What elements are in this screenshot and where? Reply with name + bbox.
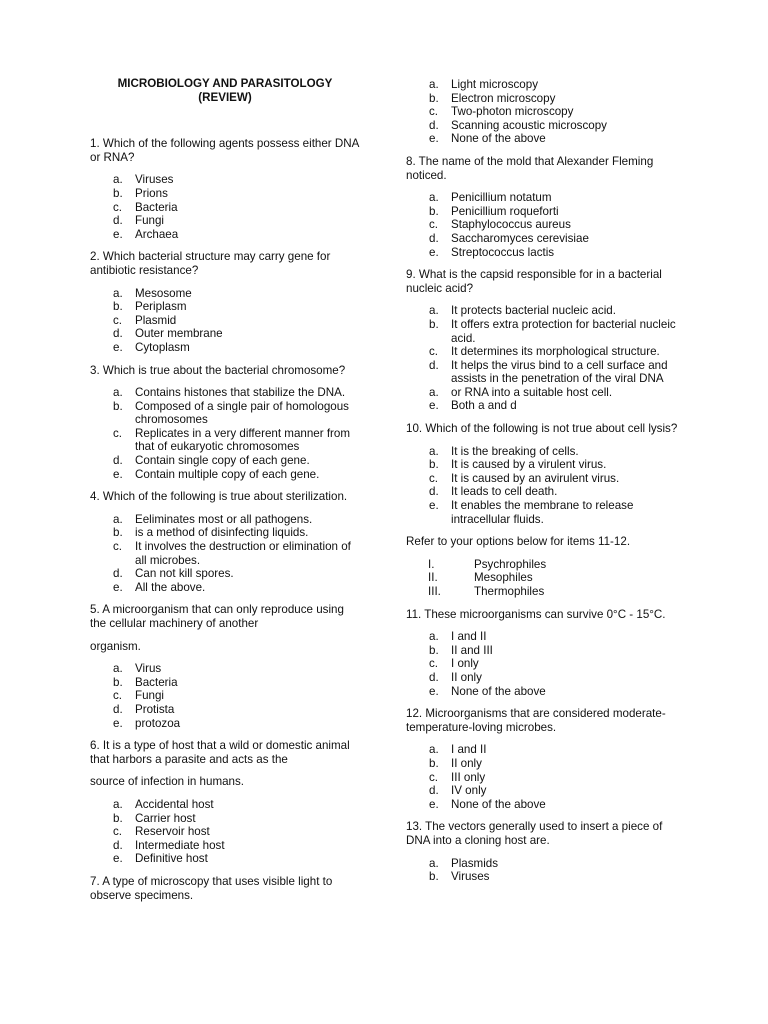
option-letter: b. [113, 526, 123, 540]
option-list [90, 386, 360, 481]
option-item [406, 671, 681, 685]
option-text: Definitive host [135, 852, 208, 866]
option-text: It offers extra protection for bacterial nucleic acid. [451, 317, 676, 345]
option-letter: b. [429, 91, 439, 105]
option-text: Saccharomyces cerevisiae [451, 231, 589, 245]
question-block [90, 603, 360, 730]
option-text: Archaea [135, 227, 179, 241]
option-item [90, 581, 360, 595]
option-list [90, 798, 360, 866]
option-letter: a. [429, 385, 439, 399]
question-text-continued: organism. [90, 639, 141, 653]
option-text: Plasmids [451, 856, 499, 870]
option-item [90, 689, 360, 703]
option-text: Fungi [135, 689, 165, 703]
question-block [90, 739, 360, 866]
option-item [406, 571, 681, 585]
option-letter: c. [113, 426, 123, 440]
option-letter: b. [113, 675, 123, 689]
question-text: 7. A type of microscopy that uses visible light to observe specimens. [90, 874, 333, 902]
option-item [90, 228, 360, 242]
option-item [406, 630, 681, 644]
option-text: Accidental host [135, 797, 214, 811]
option-item [90, 513, 360, 527]
option-list [90, 173, 360, 241]
question-block [90, 137, 360, 241]
option-item [406, 757, 681, 771]
option-letter: c. [113, 200, 123, 214]
right-column [406, 78, 681, 884]
option-item [90, 812, 360, 826]
option-item [406, 445, 681, 459]
option-letter: e. [429, 399, 439, 413]
option-item [406, 386, 681, 400]
option-text: It enables the membrane to release intracellular fluids. [451, 499, 634, 526]
question-block [90, 875, 360, 902]
option-item [406, 132, 681, 146]
option-letter: e. [113, 227, 123, 241]
option-item [406, 472, 681, 486]
option-letter: a. [429, 743, 439, 757]
option-text: Penicillium notatum [451, 191, 552, 205]
option-item [90, 300, 360, 314]
option-text: Thermophiles [474, 585, 545, 598]
option-letter: a. [429, 191, 439, 205]
option-text: Fungi [135, 214, 165, 228]
option-text: Replicates in a very different manner from that of eukaryotic chromosomes [135, 426, 351, 454]
option-item [90, 287, 360, 301]
option-item [406, 205, 681, 219]
title-line-2: (REVIEW) [198, 90, 252, 104]
option-letter: e. [429, 132, 439, 146]
option-text: Reservoir host [135, 825, 210, 839]
option-list [406, 743, 681, 811]
option-text: protozoa [135, 716, 181, 730]
question-text: 8. The name of the mold that Alexander Fleming noticed. [406, 154, 654, 182]
option-item [90, 187, 360, 201]
option-letter: b. [429, 870, 439, 884]
option-text: None of the above [451, 797, 546, 811]
question-text: 6. It is a type of host that a wild or domestic animal that harbors a parasite and acts as the [90, 739, 350, 766]
option-item [90, 717, 360, 731]
option-letter: b. [113, 186, 123, 200]
option-text: or RNA into a suitable host cell. [451, 385, 613, 399]
option-letter: a. [429, 444, 439, 458]
option-text: Scanning acoustic microscopy [451, 118, 607, 132]
option-item [90, 676, 360, 690]
option-text: Plasmid [135, 313, 177, 327]
option-text: Bacteria [135, 675, 178, 689]
option-letter: d. [429, 118, 439, 132]
right-questions [406, 78, 681, 884]
option-text: Penicillium roqueforti [451, 204, 559, 218]
option-text: Intermediate host [135, 838, 225, 852]
question-text: 12. Microorganisms that are considered moderate-temperature-loving microbes. [406, 707, 666, 734]
option-letter: a. [113, 173, 123, 187]
option-text: Cytoplasm [135, 340, 190, 354]
option-item [406, 458, 681, 472]
option-text: Can not kill spores. [135, 567, 234, 581]
option-text: Contains histones that stabilize the DNA. [135, 386, 346, 400]
option-item [406, 105, 681, 119]
option-item [406, 784, 681, 798]
option-item [406, 870, 681, 884]
option-letter: a. [429, 304, 439, 318]
question-text: Refer to your options below for items 11-12. [406, 535, 631, 549]
option-text: Electron microscopy [451, 91, 556, 105]
question-block [90, 250, 360, 354]
option-text: I only [451, 657, 479, 671]
option-item [90, 662, 360, 676]
option-letter: b. [429, 317, 439, 331]
question-block [406, 608, 681, 699]
option-letter: III. [428, 585, 441, 598]
option-text: Mesosome [135, 286, 192, 300]
option-text: Both a and d [451, 399, 517, 413]
question-text: 9. What is the capsid responsible for in a bacterial nucleic acid? [406, 268, 662, 295]
option-letter: e. [113, 716, 123, 730]
question-text: 13. The vectors generally used to insert a piece of DNA into a cloning host are. [406, 820, 663, 847]
option-letter: d. [429, 670, 439, 684]
option-item [406, 304, 681, 318]
option-item [90, 201, 360, 215]
question-text: 1. Which of the following agents possess either DNA or RNA? [90, 137, 359, 164]
option-item [406, 685, 681, 699]
document-title [90, 77, 360, 104]
option-letter: c. [113, 540, 123, 554]
option-item [406, 798, 681, 812]
option-letter: e. [113, 340, 123, 354]
option-list [406, 304, 681, 413]
option-item [406, 232, 681, 246]
question-block [406, 535, 681, 598]
option-item [406, 318, 681, 345]
option-text: I and II [451, 743, 487, 757]
option-text: II and III [451, 643, 493, 657]
option-letter: e. [113, 467, 123, 481]
option-text: None of the above [451, 132, 546, 146]
option-item [90, 526, 360, 540]
question-block [406, 78, 681, 146]
option-item [90, 540, 360, 567]
option-letter: a. [113, 662, 123, 676]
option-letter: e. [429, 684, 439, 698]
option-letter: d. [113, 838, 123, 852]
option-item [406, 644, 681, 658]
question-text: 4. Which of the following is true about sterilization. [90, 490, 348, 504]
option-letter: b. [113, 399, 123, 413]
option-letter: c. [429, 345, 439, 359]
option-list [90, 513, 360, 595]
option-item [90, 703, 360, 717]
option-item [406, 191, 681, 205]
option-letter: e. [429, 797, 439, 811]
option-item [90, 327, 360, 341]
option-text: Mesophiles [474, 571, 533, 585]
option-item [406, 399, 681, 413]
option-text: is a method of disinfecting liquids. [135, 526, 309, 540]
option-letter: II. [428, 571, 438, 585]
option-letter: c. [429, 105, 439, 119]
option-text: Viruses [451, 870, 490, 884]
option-text: Eeliminates most or all pathogens. [135, 512, 313, 526]
option-letter: a. [429, 630, 439, 644]
option-text: II only [451, 670, 482, 684]
question-block [90, 490, 360, 594]
option-text: Streptococcus lactis [451, 245, 555, 259]
question-block [406, 820, 681, 883]
option-item [90, 567, 360, 581]
option-letter: b. [429, 204, 439, 218]
option-item [90, 386, 360, 400]
question-block [90, 364, 360, 482]
option-letter: a. [429, 856, 439, 870]
option-item [90, 798, 360, 812]
option-letter: a. [113, 797, 123, 811]
option-list [406, 857, 681, 884]
option-letter: e. [429, 499, 439, 513]
question-text: 10. Which of the following is not true about cell lysis? [406, 422, 678, 436]
option-item [406, 218, 681, 232]
option-text: None of the above [451, 684, 546, 698]
option-letter: a. [429, 78, 439, 91]
option-text: Outer membrane [135, 327, 223, 341]
option-letter: b. [429, 458, 439, 472]
option-item [90, 314, 360, 328]
option-list [406, 191, 681, 259]
option-text: Light microscopy [451, 78, 538, 91]
option-letter: c. [429, 471, 439, 485]
option-text: Virus [135, 662, 162, 676]
option-item [90, 427, 360, 454]
option-letter: d. [113, 214, 123, 228]
option-item [406, 92, 681, 106]
option-text: III only [451, 770, 486, 784]
option-item [90, 341, 360, 355]
option-text: Bacteria [135, 200, 178, 214]
option-item [90, 825, 360, 839]
option-list [406, 78, 681, 146]
option-text: Carrier host [135, 811, 196, 825]
question-text: 2. Which bacterial structure may carry gene for antibiotic resistance? [90, 250, 331, 277]
option-item [406, 857, 681, 871]
option-text: Composed of a single pair of homologous chromosomes [135, 399, 349, 427]
option-item [90, 468, 360, 482]
option-list [90, 662, 360, 730]
option-item [406, 246, 681, 260]
option-letter: b. [429, 756, 439, 770]
option-text: IV only [451, 784, 487, 798]
option-item [90, 173, 360, 187]
option-letter: b. [113, 811, 123, 825]
option-text: Two-photon microscopy [451, 105, 574, 119]
option-letter: d. [429, 485, 439, 499]
option-text: It is caused by an avirulent virus. [451, 471, 620, 485]
left-column [90, 77, 360, 902]
left-questions [90, 137, 360, 902]
option-list [406, 558, 681, 599]
option-text: It protects bacterial nucleic acid. [451, 304, 616, 318]
option-letter: a. [113, 512, 123, 526]
option-item [90, 852, 360, 866]
option-letter: e. [429, 245, 439, 259]
option-letter: c. [113, 689, 123, 703]
option-text: Psychrophiles [474, 557, 547, 571]
option-text: It determines its morphological structure. [451, 345, 660, 359]
option-text: I and II [451, 630, 487, 644]
option-text: Viruses [135, 173, 174, 187]
option-text: It leads to cell death. [451, 485, 558, 499]
question-text-continued: source of infection in humans. [90, 775, 245, 789]
option-letter: I. [428, 557, 435, 571]
option-text: It involves the destruction or elimination of all microbes. [135, 540, 351, 567]
option-letter: c. [113, 313, 123, 327]
option-letter: a. [113, 286, 123, 300]
option-list [406, 445, 681, 527]
option-letter: b. [429, 643, 439, 657]
option-text: It is the breaking of cells. [451, 444, 579, 458]
option-letter: e. [113, 852, 123, 866]
question-block [406, 707, 681, 811]
option-letter: c. [429, 218, 439, 232]
option-item [406, 743, 681, 757]
option-text: It is caused by a virulent virus. [451, 458, 607, 472]
option-list [90, 287, 360, 355]
option-text: Contain single copy of each gene. [135, 454, 310, 468]
option-letter: a. [113, 386, 123, 400]
option-letter: d. [429, 358, 439, 372]
option-item [90, 454, 360, 468]
option-item [406, 585, 681, 599]
option-item [406, 485, 681, 499]
option-letter: b. [113, 300, 123, 314]
option-item [406, 119, 681, 133]
option-letter: c. [429, 770, 439, 784]
option-list [406, 630, 681, 698]
option-item [406, 558, 681, 572]
option-item [406, 499, 681, 526]
option-text: Contain multiple copy of each gene. [135, 467, 320, 481]
title-line-1: MICROBIOLOGY AND PARASITOLOGY [117, 77, 333, 90]
option-letter: c. [113, 825, 123, 839]
option-letter: d. [429, 231, 439, 245]
option-item [90, 214, 360, 228]
option-letter: d. [113, 327, 123, 341]
question-text: 3. Which is true about the bacterial chromosome? [90, 363, 346, 377]
option-letter: e. [113, 580, 123, 594]
option-item [406, 359, 681, 386]
option-text: Prions [135, 186, 168, 200]
option-letter: d. [113, 567, 123, 581]
question-text: 5. A microorganism that can only reproduce using the cellular machinery of another [90, 603, 344, 630]
option-item [406, 657, 681, 671]
option-text: Protista [135, 702, 175, 716]
option-letter: d. [113, 702, 123, 716]
option-text: It helps the virus bind to a cell surface and assists in the penetration of the viral DNA [451, 358, 668, 386]
option-item [406, 771, 681, 785]
option-letter: c. [429, 657, 439, 671]
option-item [406, 345, 681, 359]
question-block [406, 422, 681, 526]
option-item [90, 839, 360, 853]
question-block [406, 268, 681, 413]
option-text: Periplasm [135, 300, 187, 314]
option-item [90, 400, 360, 427]
option-text: Staphylococcus aureus [451, 218, 571, 232]
option-letter: d. [113, 454, 123, 468]
option-letter: d. [429, 784, 439, 798]
option-text: All the above. [135, 580, 206, 594]
question-text: 11. These microorganisms can survive 0°C - 15°C. [406, 607, 666, 621]
question-block [406, 155, 681, 259]
option-text: II only [451, 756, 482, 770]
option-item [406, 78, 681, 92]
